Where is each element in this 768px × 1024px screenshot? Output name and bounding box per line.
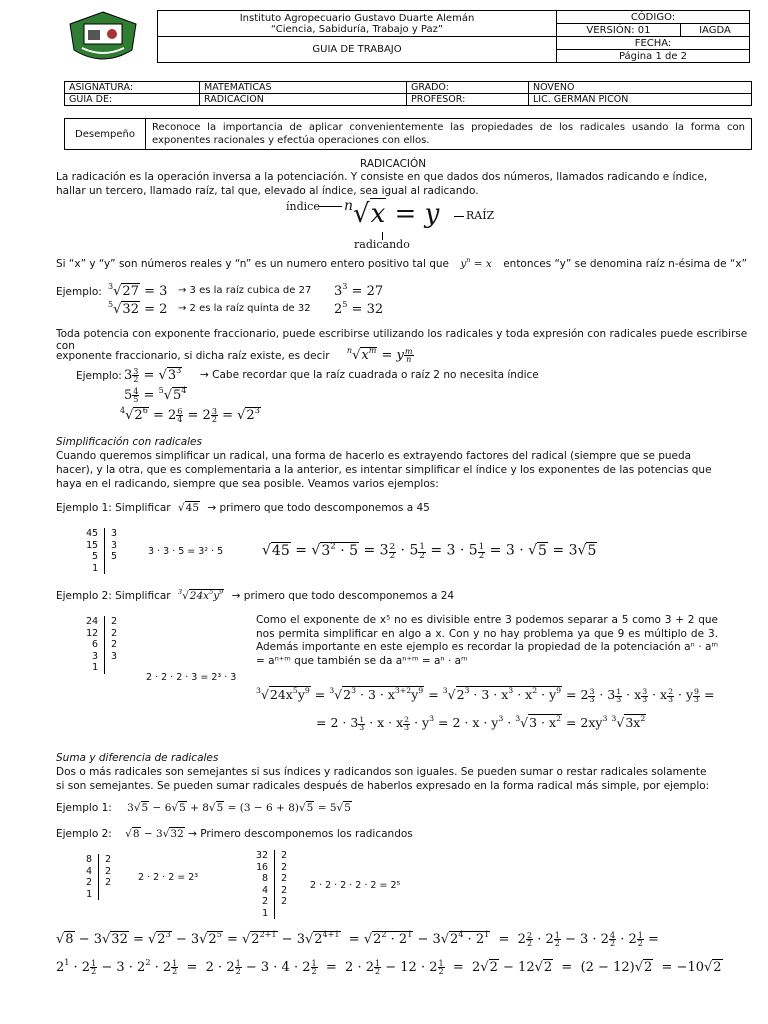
simp-example1-solution: $√45 = √3^2 \cdot 5 = 3$ $\frac{2}{2}$ · 5 $\frac{1}{2}$ = 3 · 5 $\frac{1}{2}$ = 3 · √5 = 3√5 <box>262 541 597 562</box>
example-label: Ejemplo: <box>56 286 102 298</box>
asignatura-label: ASIGNATURA: <box>65 82 200 94</box>
decomp-45 <box>86 528 117 574</box>
decomp-8 <box>86 854 111 900</box>
sum-example1-label: Ejemplo 1: <box>56 802 112 814</box>
simplification-text: Cuando queremos simplificar un radical, una forma de hacerlo es extrayendo factores del radical (siempre que se pueda hacer), y la otra, que es complementaria a la anterior, es intentar simplificar el índice y los exponentes de las potencias que haya en el radicando, siempre que sea posible. Veamos varios ejemplos: <box>56 450 712 490</box>
version-label: VERSIÓN: 01 <box>557 24 681 37</box>
frac-example-3: $^4√2^6 = 2$ $\frac{6}{4}$ = 2 $\frac{3}{2}$ = $√2^3$ <box>120 406 260 425</box>
asignatura-value: MATEMATICAS <box>200 82 407 94</box>
example2-radical: $^5$√32 = 2 <box>108 300 168 318</box>
grado-value: NOVENO <box>529 82 752 94</box>
desempeno-box <box>64 118 752 150</box>
example1-radical: $^3$√27 = 3 <box>108 282 168 300</box>
diagram-raiz-label: RAÍZ <box>466 209 495 222</box>
decomp-32-result: 2 · 2 · 2 · 2 · 2 = 2⁵ <box>310 880 401 891</box>
decomp-32-right: 2 2 2 2 2 <box>281 850 288 907</box>
example1-text: → 3 es la raíz cubica de 27 <box>178 285 312 296</box>
decomp-32-left: 32 16 8 4 2 1 <box>256 850 275 919</box>
grado-label: GRADO: <box>407 82 529 94</box>
simp-example2-explanation: Como el exponente de x⁵ no es divisible entre 3 podemos separar a 5 como 3 + 2 que nos permita simplificar en algo a x. Con y no hay problema ya que 9 es múltiplo de 3. Además importante en este ejemplo es recordar la propiedad de la potenciación aⁿ · aᵐ = aⁿ⁺ᵐ que también se da aⁿ⁺ᵐ = aⁿ · aᵐ <box>256 614 718 667</box>
definition-text-a: Si “x” y “y” son números reales y “n” es un numero entero positivo tal que <box>56 257 449 270</box>
radical-formula: $^n$√x = y <box>344 198 440 229</box>
decomp-45-result: 3 · 3 · 5 = 3² · 5 <box>148 546 224 557</box>
example2-power: $2^5 = 32$ <box>334 300 384 318</box>
example2-label: Ejemplo: <box>76 370 122 382</box>
simp-example1-radical: √45 <box>177 502 200 514</box>
fractional-exp-line <box>56 346 756 364</box>
school-logo <box>62 10 144 68</box>
decomp-24-result: 2 · 2 · 2 · 3 = 2³ · 3 <box>146 672 237 683</box>
simp-example1-text-b: → primero que todo descomponemos a 45 <box>207 502 430 514</box>
example1-power: $3^3 = 27$ <box>334 282 384 300</box>
definition-formula: $y^n = x$ <box>460 256 492 270</box>
version-code: IAGDA <box>680 24 749 37</box>
simp-example2-text-b: → primero que todo descomponemos a 24 <box>231 589 455 602</box>
sum-example1-formula: 3√5 − 6√5 + 8√5 = (3 − 6 + 8)√5 = 5√5 <box>127 802 351 814</box>
profesor-value: LIC. GERMAN PICON <box>529 94 752 106</box>
decomp-8-right: 2 2 2 <box>105 854 112 888</box>
decomp-45-right: 3 3 5 <box>111 528 118 562</box>
diagram-radicando-label: radicando <box>354 238 410 251</box>
profesor-label: PROFESOR: <box>407 94 529 106</box>
info-table <box>64 81 752 106</box>
example2-text: → 2 es la raíz quinta de 32 <box>178 303 311 314</box>
simp-example2-solution-line1: $^3√24x^5y^9 = ^3√2^3 \cdot 3 \cdot x^{3+2}y^9 = ^3√2^3 \cdot 3 \cdot x^3 \cdot x^2 \cdot y^9 = 2$ $\frac{3}{3}$ · 3 $\frac{1}{3}$ · x $\frac{3}{3}$ · x $\frac{2}{3}$ · y $\frac{9}{3}$ = <box>256 686 715 705</box>
desempeno-label: Desempeño <box>65 119 146 150</box>
sum-example1 <box>56 802 656 814</box>
sum-title: Suma y diferencia de radicales <box>56 752 219 764</box>
frac-example-2: 5 $\frac{4}{5}$ = $^5√5^4$ <box>124 386 187 405</box>
desempeno-text: Reconoce la importancia de aplicar convenientemente las propiedades de los radicales usando la forma con exponentes racionales y efectúa operaciones con ellos. <box>146 119 752 150</box>
page-label: Página 1 de 2 <box>557 50 750 63</box>
motto: “Ciencia, Sabiduría, Trabajo y Paz” <box>270 23 444 35</box>
intro-paragraph: La radicación es la operación inversa a la potenciación. Y consiste en que dados dos números, llamados radicando e índice, hallar un tercero, llamado raíz, tal que, elevado al índice, sea igual al radicando. <box>56 171 708 197</box>
simp-example2-solution-line2: = 2 · 3 $\frac{1}{3}$ · x · x $\frac{2}{3}$ · $y^3 = 2 \cdot x \cdot y^3 \cdot ^3√3 \cdot x^2 = 2xy^3$ $^3√3x^2$ <box>316 714 646 733</box>
fractional-exp-formula: $^n√x^m = y$ $\frac{m}{n}$ <box>346 346 413 365</box>
simplification-title: Simplificación con radicales <box>56 436 202 448</box>
frac-example-1: 3 $\frac{3}{2}$ = $√3^3$ <box>124 366 182 385</box>
simp-example1-text-a: Ejemplo 1: Simplificar <box>56 502 171 514</box>
sum-example2 <box>56 828 656 840</box>
raiz-connector <box>454 216 464 217</box>
frac-example-note: → Cabe recordar que la raíz cuadrada o raíz 2 no necesita índice <box>200 369 539 381</box>
fecha-label: FECHA: <box>557 37 750 50</box>
codigo-label: CÓDIGO: <box>557 11 750 24</box>
page-title: RADICACIÓN <box>360 158 427 170</box>
simp-example2-line <box>56 588 656 602</box>
decomp-24-right: 2 2 2 3 <box>111 616 118 662</box>
definition-line <box>56 256 756 270</box>
radical-diagram <box>286 196 526 252</box>
decomp-24-left: 24 12 6 3 1 <box>86 616 105 674</box>
fractional-exp-text-a: Toda potencia con exponente fraccionario, puede escribirse utilizando los radicales y toda expresión con radicales puede escribirse con <box>56 328 748 352</box>
sum-example2-label: Ejemplo 2: <box>56 828 112 840</box>
sum-text: Dos o más radicales son semejantes si sus índices y radicandos son iguales. Se pueden sumar o restar radicales solamente si son semejantes. Se pueden sumar radicales después de haberlos expresado en la forma radical más simple, por ejemplo: <box>56 766 710 792</box>
guia-label: GUÍA DE: <box>65 94 200 106</box>
simp-example1-line <box>56 502 656 514</box>
institution-name: Instituto Agropecuario Gustavo Duarte Alemán <box>239 12 475 24</box>
diagram-indice-label: índice <box>286 200 320 213</box>
decomp-8-result: 2 · 2 · 2 = 2³ <box>138 872 199 883</box>
sum-example2-solution-line2: $2^1 \cdot 2$ $\frac{1}{2}$ − $3 \cdot 2^2 \cdot 2$ $\frac{1}{2}$ = 2 · 2 $\frac{1}{2}$ − 3 · 4 · 2 $\frac{1}{2}$ = 2 · 2 $\frac{1}{2}$ − 12 · 2 $\frac{1}{2}$ = 2√2 − 12√2 = (2 − 12)√2 = −10√2 <box>56 958 722 977</box>
sum-example2-formula: √8 − 3√32 <box>125 828 184 840</box>
decomp-32 <box>256 850 287 919</box>
simp-example2-text-a: Ejemplo 2: Simplificar <box>56 589 171 602</box>
sum-example2-text: → Primero descomponemos los radicandos <box>188 828 413 840</box>
institution-cell <box>158 11 557 37</box>
fractional-exp-text-b: exponente fraccionario, si dicha raíz existe, es decir <box>56 350 330 363</box>
decomp-45-left: 45 15 5 1 <box>86 528 105 574</box>
simp-example2-radical: $^3√24x^5y^9$ <box>177 588 224 602</box>
decomp-24 <box>86 616 117 674</box>
definition-text-b: entonces “y” se denomina raíz n-ésima de “x” <box>503 257 748 270</box>
sum-example2-solution-line1: $√8 - 3√32 = √2^3 - 3√2^5 = √2^{2+1} - 3√2^{4+1} = √2^2 \cdot 2^1 - 3√2^4 \cdot 2^1 = 2$ $\frac{2}{2}$ · 2 $\frac{1}{2}$ − 3 · 2 $\frac{4}{2}$ · 2 $\frac{1}{2}$ = <box>56 930 659 949</box>
doc-type: GUIA DE TRABAJO <box>158 37 557 63</box>
header-table <box>157 10 750 63</box>
fractional-examples <box>76 366 676 426</box>
indice-connector <box>318 206 342 207</box>
decomp-8-left: 8 4 2 1 <box>86 854 99 900</box>
guia-value: RADICACION <box>200 94 407 106</box>
